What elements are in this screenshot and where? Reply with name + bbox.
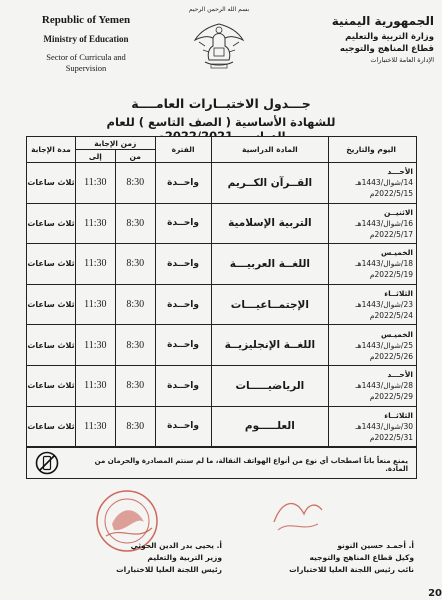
- table-header-row: [27, 137, 417, 150]
- cell-duration: ثلاث ساعات: [27, 365, 76, 406]
- cell-from: 8:30: [115, 406, 155, 447]
- cell-date: [329, 325, 417, 366]
- cell-greg: 2022/5/24م: [369, 311, 413, 321]
- table-row: [27, 284, 417, 325]
- cell-day: الخميـس: [380, 248, 413, 258]
- cell-to: 11:30: [75, 163, 115, 204]
- cell-duration: ثلاث ساعات: [27, 325, 76, 366]
- header-arabic: [309, 14, 434, 64]
- cell-subject: التربية الإسلامية: [211, 203, 329, 244]
- cell-duration: ثلاث ساعات: [27, 406, 76, 447]
- cell-greg: 2022/5/29م: [369, 392, 413, 402]
- exam-schedule-table: [26, 136, 417, 447]
- phone-notice-box: [26, 447, 417, 479]
- cell-to: 11:30: [75, 284, 115, 325]
- cell-date: [329, 406, 417, 447]
- cell-hijri: 25/شوال/1443هـ: [355, 340, 413, 350]
- cell-period: واحــدة: [155, 284, 211, 325]
- header-country-ar: الجمهورية اليمنية: [331, 14, 434, 28]
- cell-period: واحــدة: [155, 244, 211, 285]
- table-row: [27, 244, 417, 285]
- cell-date: [329, 244, 417, 285]
- cell-greg: 2022/5/17م: [369, 229, 413, 239]
- cell-to: 11:30: [75, 406, 115, 447]
- header-country-en: Republic of Yemen: [41, 14, 131, 26]
- table-row: [27, 365, 417, 406]
- yemen-emblem-icon: [183, 6, 255, 78]
- cell-hijri: 18/شوال/1443هـ: [355, 259, 413, 269]
- header-from: من: [115, 150, 155, 163]
- cell-from: 8:30: [115, 325, 155, 366]
- header-answer-time: زمن الإجابة: [75, 137, 155, 150]
- cell-date: [329, 163, 417, 204]
- page-title: جـــدول الاختبــارات العامــــة: [131, 96, 311, 111]
- cell-from: 8:30: [115, 163, 155, 204]
- cell-duration: ثلاث ساعات: [27, 163, 76, 204]
- cell-day: الأحـــد: [387, 167, 413, 177]
- cell-from: 8:30: [115, 365, 155, 406]
- table-row: [27, 325, 417, 366]
- cell-hijri: 23/شوال/1443هـ: [355, 300, 413, 310]
- minister-title-2: رئيس اللجنة العليا للاختبارات: [116, 565, 222, 574]
- cell-subject: القــرآن الكــريم: [211, 163, 329, 204]
- signature-deputy: [244, 540, 414, 576]
- deputy-name: أ. أحمـد حسين النونو: [337, 541, 414, 550]
- cell-day: الثلاثــاء: [384, 410, 413, 420]
- cell-day: الخميـس: [380, 329, 413, 339]
- table-row: [27, 406, 417, 447]
- cell-duration: ثلاث ساعات: [27, 244, 76, 285]
- cell-subject: الرياضيـــــات: [211, 365, 329, 406]
- cell-date: [329, 284, 417, 325]
- cell-day: الثلاثــاء: [384, 289, 413, 299]
- deputy-title-2: نائب رئيس اللجنة العليا للاختبارات: [289, 565, 414, 574]
- cell-period: واحــدة: [155, 203, 211, 244]
- minister-name: أ. يحيى بدر الدين الحوثي: [130, 541, 222, 550]
- cell-hijri: 14/شوال/1443هـ: [355, 178, 413, 188]
- header-to: إلى: [75, 150, 115, 163]
- cell-from: 8:30: [115, 244, 155, 285]
- cell-hijri: 30/شوال/1443هـ: [355, 421, 413, 431]
- cell-date: [329, 203, 417, 244]
- cell-greg: 2022/5/15م: [369, 189, 413, 199]
- cell-greg: 2022/5/19م: [369, 270, 413, 280]
- cell-date: [329, 365, 417, 406]
- table-body: [27, 163, 417, 447]
- cell-from: 8:30: [115, 284, 155, 325]
- phone-notice-text: يمنع منعاً باتاً اصطحاب أي نوع من أنواع الهواتف النقالة، ما لم سنتم المصادرة والحرمان من المادة.: [94, 457, 408, 473]
- page-number: 20: [428, 588, 442, 599]
- cell-from: 8:30: [115, 203, 155, 244]
- signature-minister: [52, 540, 222, 576]
- table-row: [27, 163, 417, 204]
- cell-period: واحــدة: [155, 406, 211, 447]
- cell-to: 11:30: [75, 325, 115, 366]
- header-sector-en: Sector of Curricula and Supervision: [46, 52, 126, 73]
- header-sector-ar: قطاع المناهج والتوجيه: [339, 44, 434, 54]
- cell-subject: اللغــة العربيـــة: [211, 244, 329, 285]
- cell-period: واحــدة: [155, 365, 211, 406]
- header-subject: المادة الدراسية: [211, 137, 329, 163]
- cell-period: واحــدة: [155, 325, 211, 366]
- minister-title-1: وزير التربية والتعليم: [147, 553, 222, 562]
- cell-hijri: 28/شوال/1443هـ: [355, 381, 413, 391]
- cell-day: الأحـــد: [387, 370, 413, 380]
- cell-greg: 2022/5/26م: [369, 351, 413, 361]
- cell-subject: الإجتمــاعيـــات: [211, 284, 329, 325]
- header-duration: مدة الإجابة: [27, 137, 76, 163]
- table-row: [27, 203, 417, 244]
- header-date: اليوم والتاريخ: [329, 137, 417, 163]
- page-subtitle: للشهادة الأساسية ( الصف التاسع ) للعام: [106, 115, 336, 129]
- cell-duration: ثلاث ساعات: [27, 284, 76, 325]
- header-ministry-ar: وزارة التربية والتعليم: [345, 32, 434, 42]
- header-ministry-en: Ministry of Education: [43, 34, 129, 44]
- header-english: [26, 14, 146, 74]
- cell-to: 11:30: [75, 244, 115, 285]
- deputy-title-1: وكيل قطاع المناهج والتوجيه: [309, 553, 414, 562]
- cell-hijri: 16/شوال/1443هـ: [355, 218, 413, 228]
- cell-subject: اللغــة الإنجليزيــة: [211, 325, 329, 366]
- deputy-stamp-icon: [268, 490, 328, 540]
- cell-to: 11:30: [75, 203, 115, 244]
- no-phone-icon: [35, 451, 59, 475]
- basmala: بسم الله الرحمن الرحيم: [188, 6, 250, 13]
- cell-subject: العلـــــوم: [211, 406, 329, 447]
- cell-duration: ثلاث ساعات: [27, 203, 76, 244]
- cell-day: الاثنيــن: [384, 207, 413, 217]
- cell-greg: 2022/5/31م: [369, 432, 413, 442]
- cell-period: واحــدة: [155, 163, 211, 204]
- header-period: الفترة: [155, 137, 211, 163]
- cell-to: 11:30: [75, 365, 115, 406]
- header-dept-ar: الإدارة العامة للاختبارات: [370, 56, 434, 64]
